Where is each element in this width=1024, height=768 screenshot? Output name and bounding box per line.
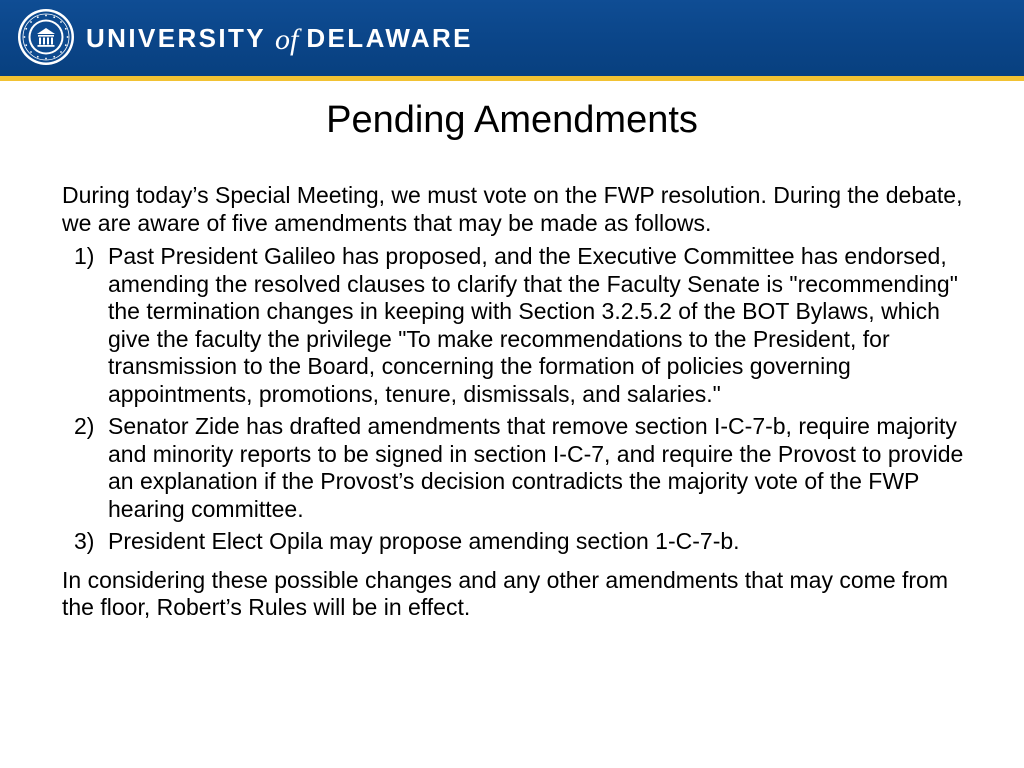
intro-paragraph: During today’s Special Meeting, we must vote on the FWP resolution. During the debate, we are aware of five amendments that may be made as follows. (62, 182, 963, 236)
wordmark-delaware: DELAWARE (306, 22, 473, 53)
slide-title: Pending Amendments (326, 99, 698, 141)
slide-content (62, 182, 967, 622)
list-item-text: President Elect Opila may propose amending section 1-C-7-b. (108, 528, 740, 554)
list-item-number: 1) (74, 243, 95, 269)
list-item-number: 3) (74, 528, 95, 554)
university-seal-icon (17, 8, 75, 66)
amendments-list (62, 243, 967, 556)
list-item-text: Past President Galileo has proposed, and the Executive Committee has endorsed, amending the resolved clauses to clarify that the Faculty Senate is "recommending" the termination changes in keeping with Section 3.2.5.2 of the BOT Bylaws, which give the faculty the privilege "To make recommendations to the President, for transmission to the Board, concerning the formation of policies governing appointments, promotions, tenure, dismissals, and salaries." (108, 243, 958, 407)
closing-paragraph: In considering these possible changes and any other amendments that may come from the floor, Robert’s Rules will be in effect. (62, 566, 948, 620)
wordmark-of: of (275, 23, 299, 56)
list-item (62, 413, 967, 523)
list-item (62, 243, 967, 408)
list-item (62, 528, 967, 556)
header-band (0, 0, 1024, 76)
university-wordmark (86, 20, 473, 56)
wordmark-university: UNIVERSITY (86, 22, 267, 53)
list-item-text: Senator Zide has drafted amendments that remove section I-C-7-b, require majority and minority reports to be signed in section I-C-7, and require the Provost to provide an explanation if the Provost’s decision contradicts the majority vote of the FWP hearing committee. (108, 413, 964, 522)
header-accent-rule (0, 76, 1024, 81)
list-item-number: 2) (74, 413, 95, 439)
